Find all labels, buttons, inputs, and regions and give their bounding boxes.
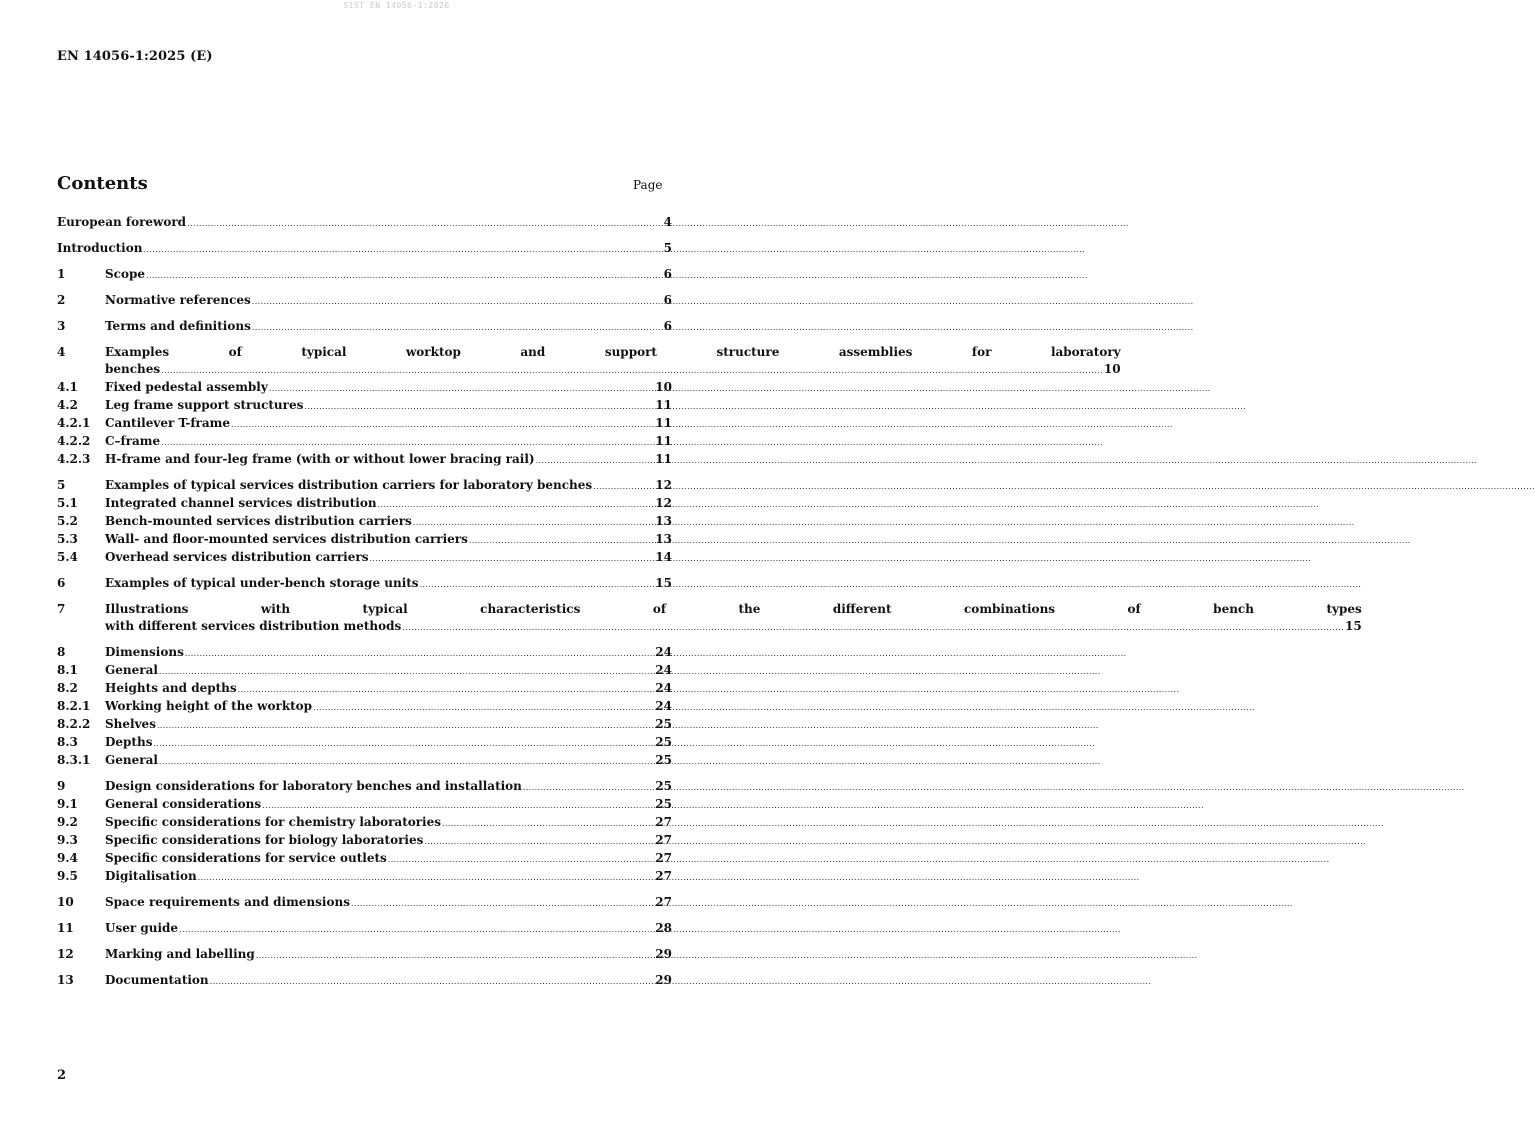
- toc-entry-label: Examples of typical services distribution carriers for laboratory benches: [105, 478, 593, 492]
- toc-entry-page: 25: [655, 753, 672, 767]
- toc-entry-page: 28: [655, 921, 672, 935]
- toc-entry-9-1[interactable]: [57, 796, 672, 814]
- toc-entry-page: 10: [655, 380, 672, 394]
- leader-dots: [402, 619, 1344, 636]
- toc-entry-number: 9.3: [57, 833, 78, 847]
- toc-entry-page: 13: [655, 532, 672, 546]
- toc-entry-number: 11: [57, 921, 74, 935]
- toc-entry-4-2-3[interactable]: [57, 451, 672, 469]
- toc-entry-label: Overhead services distribution carriers: [105, 550, 369, 564]
- toc-entry-5-1[interactable]: [57, 495, 672, 513]
- toc-entry-number: 9.1: [57, 797, 78, 811]
- leader-dots: [185, 645, 654, 662]
- leader-dots: [420, 576, 655, 593]
- toc-entry-number: 8.3: [57, 735, 78, 749]
- leader-dots: [210, 973, 655, 990]
- toc-entry-number: 13: [57, 973, 74, 987]
- leader-dots: [351, 895, 654, 912]
- toc-entry-page: 27: [655, 815, 672, 829]
- leader-dots: [153, 735, 654, 752]
- toc-entry-page: 29: [655, 973, 672, 987]
- leader-dots: [252, 319, 663, 336]
- toc-entry-number: 7: [57, 602, 66, 616]
- toc-entry-page: 24: [655, 681, 672, 695]
- leader-dots: [378, 496, 655, 513]
- toc-entry-number: 12: [57, 947, 74, 961]
- toc-entry-number: 4.2: [57, 398, 78, 412]
- toc-entry-2[interactable]: [57, 292, 672, 310]
- toc-entry-label: Bench-mounted services distribution carriers: [105, 514, 412, 528]
- toc-entry-number: 6: [57, 576, 66, 590]
- leader-dots: [304, 398, 654, 415]
- contents-title: Contents: [57, 173, 148, 194]
- toc-entry-12[interactable]: [57, 946, 672, 964]
- toc-entry-page: 5: [663, 241, 672, 255]
- toc-entry-number: 1: [57, 267, 66, 281]
- toc-entry-number: 10: [57, 895, 74, 909]
- toc-entry-number: 3: [57, 319, 66, 333]
- toc-entry-label: Heights and depths: [105, 681, 237, 695]
- toc-entry-page: 25: [655, 735, 672, 749]
- toc-entry-introduction[interactable]: [57, 240, 672, 258]
- leader-dots: [523, 779, 654, 796]
- toc-entry-page: 12: [655, 496, 672, 510]
- toc-entry-page: 4: [663, 215, 672, 229]
- toc-entry-5-4[interactable]: [57, 549, 672, 567]
- toc-entry-number: 5.2: [57, 514, 78, 528]
- toc-entry-label: Fixed pedestal assembly: [105, 380, 268, 394]
- leader-dots: [198, 869, 655, 886]
- toc-entry-number: 4.1: [57, 380, 78, 394]
- leader-dots: [262, 797, 654, 814]
- toc-entry-11[interactable]: [57, 920, 672, 938]
- table-of-contents: [57, 214, 1362, 990]
- toc-entry-page: 27: [655, 851, 672, 865]
- toc-entry-number: 9.5: [57, 869, 78, 883]
- toc-entry-number: 2: [57, 293, 66, 307]
- toc-entry-number: 8.1: [57, 663, 78, 677]
- leader-dots: [161, 434, 654, 451]
- toc-entry-9-3[interactable]: [57, 832, 672, 850]
- toc-entry-1[interactable]: [57, 266, 672, 284]
- toc-entry-page: 6: [663, 267, 672, 281]
- leader-dots: [388, 851, 655, 868]
- toc-entry-page: 29: [655, 947, 672, 961]
- toc-entry-page: 13: [655, 514, 672, 528]
- toc-entry-label: Introduction: [57, 241, 143, 255]
- toc-entry-page: 6: [663, 319, 672, 333]
- toc-entry-6[interactable]: [57, 575, 672, 593]
- toc-entry-page: 24: [655, 699, 672, 713]
- toc-entry-label: with different services distribution methods: [105, 619, 402, 633]
- leader-dots: [146, 267, 663, 284]
- leader-dots: [159, 753, 654, 770]
- toc-entry-8-2-1[interactable]: [57, 698, 672, 716]
- toc-entry-label-line1: Examples of typical worktop and support structure assemblies for laboratory: [105, 345, 1121, 359]
- toc-entry-label: Specific considerations for chemistry laboratories: [105, 815, 442, 829]
- toc-entry-9-2[interactable]: [57, 814, 672, 832]
- toc-entry-page: 25: [655, 717, 672, 731]
- toc-entry-9-5[interactable]: [57, 868, 672, 886]
- toc-entry-9-4[interactable]: [57, 850, 672, 868]
- toc-entry-number: 5.3: [57, 532, 78, 546]
- toc-entry-3[interactable]: [57, 318, 672, 336]
- toc-entry-page: 27: [655, 833, 672, 847]
- toc-entry-page: 10: [1103, 362, 1121, 376]
- leader-dots: [157, 717, 654, 734]
- toc-entry-page: 15: [1345, 619, 1362, 633]
- toc-entry-label: Specific considerations for biology laboratories: [105, 833, 424, 847]
- toc-entry-number: 8.2: [57, 681, 78, 695]
- toc-entry-label: Specific considerations for service outlets: [105, 851, 387, 865]
- toc-entry-label: benches: [105, 362, 161, 376]
- toc-entry-label: Terms and definitions: [105, 319, 251, 333]
- toc-entry-8[interactable]: [57, 644, 672, 662]
- toc-entry-number: 8.2.1: [57, 699, 91, 713]
- toc-entry-7[interactable]: [57, 601, 1362, 636]
- toc-entry-number: 4.2.2: [57, 434, 91, 448]
- toc-entry-page: 25: [655, 797, 672, 811]
- toc-entry-label: General considerations: [105, 797, 262, 811]
- toc-entry-label: Wall- and floor-mounted services distribution carriers: [105, 532, 468, 546]
- toc-entry-label: Working height of the worktop: [105, 699, 313, 713]
- leader-dots: [256, 947, 655, 964]
- toc-entry-label-line1: Illustrations with typical characteristics of the different combinations of bench types: [105, 602, 1362, 616]
- toc-entry-label: Depths: [105, 735, 153, 749]
- toc-entry-european-foreword[interactable]: [57, 214, 672, 232]
- document-id-header: EN 14056-1:2025 (E): [57, 49, 213, 64]
- toc-entry-8-1[interactable]: [57, 662, 672, 680]
- toc-entry-5[interactable]: [57, 477, 672, 495]
- toc-entry-label: Examples of typical under-bench storage units: [105, 576, 419, 590]
- leader-dots: [143, 241, 662, 258]
- toc-entry-4-2[interactable]: [57, 397, 672, 415]
- toc-entry-label: Cantilever T-frame: [105, 416, 230, 430]
- toc-entry-label: User guide: [105, 921, 179, 935]
- leader-dots: [424, 833, 654, 850]
- toc-entry-label: Shelves: [105, 717, 156, 731]
- leader-dots: [413, 514, 655, 531]
- toc-entry-number: 8.2.2: [57, 717, 91, 731]
- leader-dots: [159, 663, 654, 680]
- toc-entry-label: Marking and labelling: [105, 947, 255, 961]
- toc-entry-label: C–frame: [105, 434, 161, 448]
- toc-entry-page: 11: [655, 434, 672, 448]
- toc-entry-number: 4.2.3: [57, 452, 91, 466]
- toc-entry-number: 4: [57, 345, 66, 359]
- toc-entry-8-3-1[interactable]: [57, 752, 672, 770]
- leader-dots: [442, 815, 654, 832]
- toc-entry-number: 9.2: [57, 815, 78, 829]
- toc-entry-label: Leg frame support structures: [105, 398, 304, 412]
- toc-entry-label: Integrated channel services distribution: [105, 496, 377, 510]
- leader-dots: [469, 532, 654, 549]
- toc-entry-label: European foreword: [57, 215, 187, 229]
- toc-entry-page: 24: [655, 645, 672, 659]
- toc-entry-number: 5: [57, 478, 66, 492]
- toc-entry-4-2-2[interactable]: [57, 433, 672, 451]
- toc-entry-label: Dimensions: [105, 645, 184, 659]
- toc-entry-number: 9.4: [57, 851, 78, 865]
- toc-entry-page: 6: [663, 293, 672, 307]
- toc-entry-4-2-1[interactable]: [57, 415, 672, 433]
- toc-entry-page: 15: [655, 576, 672, 590]
- leader-dots: [369, 550, 654, 567]
- toc-entry-page: 25: [655, 779, 672, 793]
- toc-entry-13[interactable]: [57, 972, 672, 990]
- leader-dots: [252, 293, 663, 310]
- page-column-label: Page: [633, 178, 663, 192]
- toc-entry-8-2-2[interactable]: [57, 716, 672, 734]
- leader-dots: [536, 452, 655, 469]
- toc-entry-4[interactable]: [57, 344, 1121, 379]
- toc-entry-page: 27: [655, 869, 672, 883]
- toc-entry-page: 24: [655, 663, 672, 677]
- watermark: SIST EN 14056-1:2026: [343, 1, 450, 10]
- toc-entry-label: H-frame and four-leg frame (with or without lower bracing rail): [105, 452, 535, 466]
- toc-entry-page: 11: [655, 452, 672, 466]
- toc-entry-number: 8.3.1: [57, 753, 91, 767]
- toc-entry-8-3[interactable]: [57, 734, 672, 752]
- leader-dots: [238, 681, 655, 698]
- toc-entry-4-1[interactable]: [57, 379, 672, 397]
- leader-dots: [593, 478, 654, 495]
- toc-entry-8-2[interactable]: [57, 680, 672, 698]
- leader-dots: [187, 215, 663, 232]
- toc-entry-number: 5.4: [57, 550, 78, 564]
- toc-entry-label: Normative references: [105, 293, 251, 307]
- toc-entry-number: 8: [57, 645, 66, 659]
- leader-dots: [231, 416, 654, 433]
- leader-dots: [269, 380, 654, 397]
- toc-entry-label: General: [105, 753, 158, 767]
- page-number: 2: [57, 1068, 67, 1083]
- toc-entry-label: Space requirements and dimensions: [105, 895, 350, 909]
- toc-entry-page: 11: [655, 416, 672, 430]
- toc-entry-label: General: [105, 663, 158, 677]
- toc-entry-5-3[interactable]: [57, 531, 672, 549]
- toc-entry-label: Design considerations for laboratory benches and installation: [105, 779, 522, 793]
- toc-entry-page: 27: [655, 895, 672, 909]
- leader-dots: [161, 362, 1103, 379]
- toc-entry-5-2[interactable]: [57, 513, 672, 531]
- toc-entry-page: 12: [655, 478, 672, 492]
- leader-dots: [179, 921, 654, 938]
- toc-entry-page: 11: [655, 398, 672, 412]
- toc-entry-9[interactable]: [57, 778, 672, 796]
- toc-entry-10[interactable]: [57, 894, 672, 912]
- toc-entry-number: 5.1: [57, 496, 78, 510]
- toc-entry-page: 14: [655, 550, 672, 564]
- toc-entry-label: Digitalisation: [105, 869, 197, 883]
- toc-entry-label: Documentation: [105, 973, 209, 987]
- toc-entry-number: 9: [57, 779, 66, 793]
- toc-entry-number: 4.2.1: [57, 416, 91, 430]
- toc-entry-label: Scope: [105, 267, 146, 281]
- leader-dots: [313, 699, 654, 716]
